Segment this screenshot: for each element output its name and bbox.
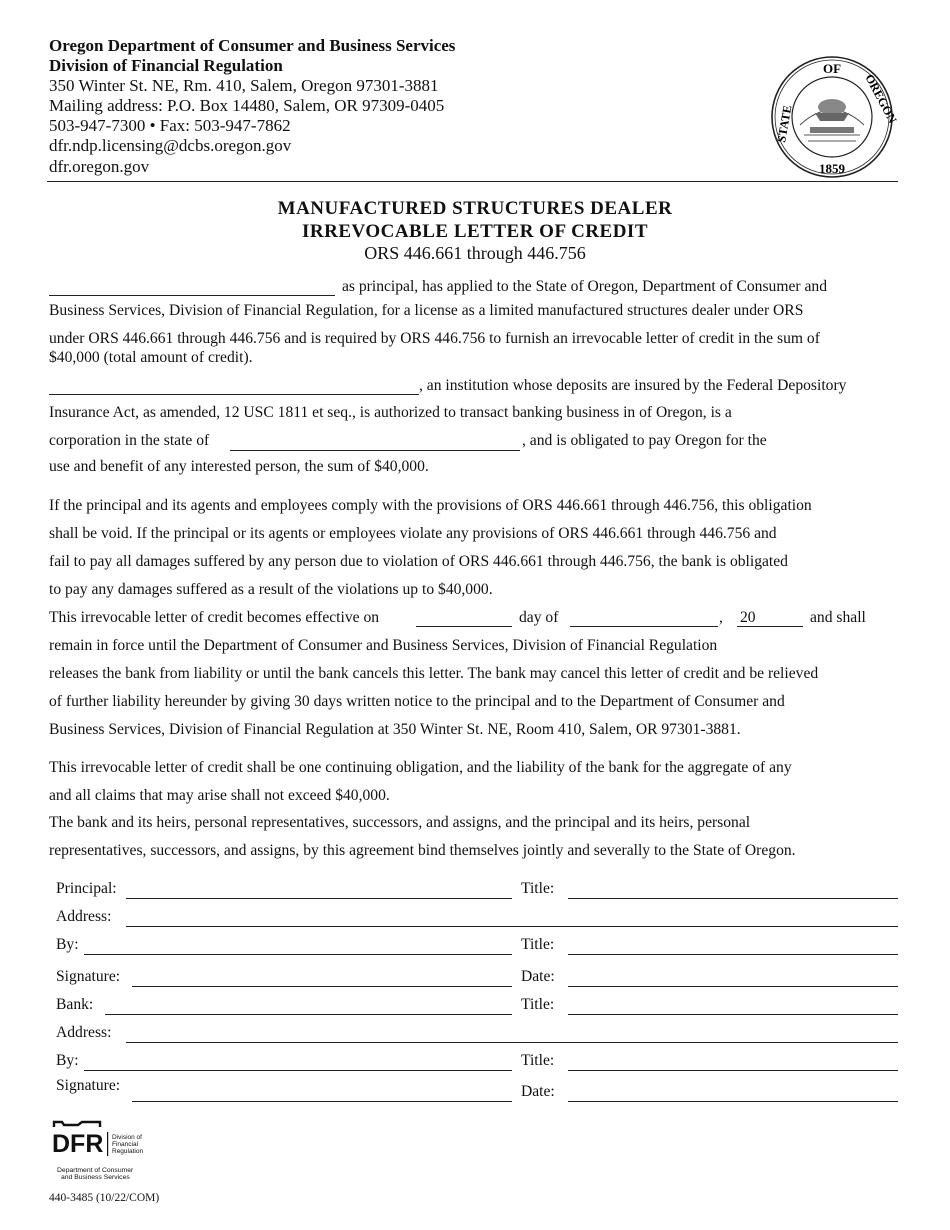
paragraph-6-line-2: representatives, successors, and assigns, by this agreement bind themselves jointly and severally to the State of Oregon. <box>49 842 796 859</box>
street-address: 350 Winter St. NE, Rm. 410, Salem, Oregon 97301-3881 <box>49 76 439 95</box>
agency-name: Oregon Department of Consumer and Business Services <box>49 36 456 55</box>
oregon-state-seal <box>770 55 900 179</box>
paragraph-3-line-4: to pay any damages suffered as a result of the violations up to $40,000. <box>49 581 493 598</box>
bank-date-field[interactable] <box>568 1101 898 1102</box>
principal-date-field[interactable] <box>568 986 898 987</box>
bank-signature-label: Signature: <box>56 1077 121 1094</box>
paragraph-6-line-1: The bank and its heirs, personal representatives, successors, and assigns, and the principal and its heirs, personal <box>49 814 751 831</box>
bank-address-label: Address: <box>56 1024 112 1041</box>
form-statute: ORS 446.661 through 446.756 <box>364 243 586 263</box>
form-title: MANUFACTURED STRUCTURES DEALER <box>277 198 673 219</box>
paragraph-1-line-3: under ORS 446.661 through 446.756 and is required by ORS 446.756 to furnish an irrevocable letter of credit in the sum of <box>49 330 820 347</box>
paragraph-1-line-4: $40,000 (total amount of credit). <box>49 349 253 366</box>
header-divider <box>47 181 898 182</box>
paragraph-5-line-2: and all claims that may arise shall not exceed $40,000. <box>49 787 390 804</box>
bank-by-title-field[interactable] <box>568 1070 898 1071</box>
principal-field[interactable] <box>126 898 512 899</box>
effective-year-blank[interactable] <box>737 626 803 627</box>
email-link[interactable]: dfr.ndp.licensing@dcbs.oregon.gov <box>49 136 292 155</box>
paragraph-2-line-3a: corporation in the state of <box>49 432 210 449</box>
effective-date-text: This irrevocable letter of credit becomes effective on <box>49 609 380 626</box>
principal-signature-label: Signature: <box>56 968 121 985</box>
principal-address-field[interactable] <box>126 926 898 927</box>
bank-title-field[interactable] <box>568 1014 898 1015</box>
dfr-logo <box>50 1120 160 1182</box>
paragraph-4-line-4: of further liability hereunder by giving 30 days written notice to the principal and to the Department of Consumer and <box>49 693 785 710</box>
seal-year-text: 1859 <box>819 161 845 176</box>
paragraph-2-line-1: , an institution whose deposits are insured by the Federal Depository <box>419 377 847 394</box>
paragraph-3-line-2: shall be void. If the principal or its agents or employees violate any provisions of ORS 446.661 through 446.756 and <box>49 525 777 542</box>
bank-name-blank[interactable] <box>49 394 419 395</box>
paragraph-1-line-1: as principal, has applied to the State of Oregon, Department of Consumer and <box>342 278 828 295</box>
principal-address-label: Address: <box>56 908 112 925</box>
seal-left-text: STATE <box>774 104 795 144</box>
bank-signature-field[interactable] <box>132 1101 512 1102</box>
division-name: Division of Financial Regulation <box>49 56 283 75</box>
logo-division-line-1: Division of <box>112 1134 142 1141</box>
principal-date-label: Date: <box>521 968 555 985</box>
logo-division-line-2: Financial <box>112 1141 139 1148</box>
principal-title-field[interactable] <box>568 898 898 899</box>
day-of-text: day of <box>519 609 559 626</box>
and-shall-text: and shall <box>810 609 866 626</box>
mailing-address: Mailing address: P.O. Box 14480, Salem, OR 97309-0405 <box>49 96 445 115</box>
effective-month-blank[interactable] <box>570 626 718 627</box>
paragraph-4-line-5: Business Services, Division of Financial Regulation at 350 Winter St. NE, Room 410, Salem, OR 97301-3881. <box>49 721 741 738</box>
paragraph-1-line-2: Business Services, Division of Financial Regulation, for a license as a limited manufactured structures dealer under ORS <box>49 302 804 319</box>
principal-name-blank[interactable] <box>49 295 335 296</box>
bank-by-field[interactable] <box>84 1070 512 1071</box>
incorporation-state-blank[interactable] <box>230 450 520 451</box>
bank-date-label: Date: <box>521 1083 555 1100</box>
year-prefix: 20 <box>740 609 756 626</box>
seal-right-text: OREGON <box>862 71 900 126</box>
logo-mark-text: DFR <box>52 1130 104 1158</box>
effective-day-blank[interactable] <box>416 626 512 627</box>
principal-by-title-field[interactable] <box>568 954 898 955</box>
principal-signature-field[interactable] <box>132 986 512 987</box>
principal-by-title-label: Title: <box>521 936 555 953</box>
logo-division-line-3: Regulation <box>112 1148 144 1155</box>
bank-by-label: By: <box>56 1052 79 1069</box>
bank-title-label: Title: <box>521 996 555 1013</box>
paragraph-4-line-2: remain in force until the Department of Consumer and Business Services, Division of Financial Regulation <box>49 637 718 654</box>
paragraph-4-line-3: releases the bank from liability or until the bank cancels this letter. The bank may cancel this letter of credit and be relieved <box>49 665 819 682</box>
principal-by-field[interactable] <box>84 954 512 955</box>
form-subtitle: IRREVOCABLE LETTER OF CREDIT <box>301 221 648 242</box>
paragraph-3-line-1: If the principal and its agents and employees comply with the provisions of ORS 446.661 through 446.756, this obligation <box>49 497 812 514</box>
paragraph-2-line-4: use and benefit of any interested person, the sum of $40,000. <box>49 458 429 475</box>
logo-department-line-1: Department of Consumer <box>57 1167 134 1174</box>
seal-top-text: OF <box>822 61 842 76</box>
paragraph-5-line-1: This irrevocable letter of credit shall be one continuing obligation, and the liability of the bank for the aggregate of any <box>49 759 792 776</box>
principal-label: Principal: <box>56 880 117 897</box>
principal-title-label: Title: <box>521 880 555 897</box>
phone-fax: 503-947-7300 • Fax: 503-947-7862 <box>49 116 291 135</box>
date-comma: , <box>719 609 723 626</box>
website-link[interactable]: dfr.oregon.gov <box>49 157 150 176</box>
paragraph-3-line-3: fail to pay all damages suffered by any person due to violation of ORS 446.661 through 446.756, the bank is obligated <box>49 553 788 570</box>
form-number: 440-3485 (10/22/COM) <box>49 1192 160 1204</box>
paragraph-2-line-3b: , and is obligated to pay Oregon for the <box>522 432 767 449</box>
bank-address-field[interactable] <box>126 1042 898 1043</box>
principal-by-label: By: <box>56 936 79 953</box>
paragraph-2-line-2: Insurance Act, as amended, 12 USC 1811 et seq., is authorized to transact banking business in of Oregon, is a <box>49 404 732 421</box>
logo-department-line-2: and Business Services <box>61 1174 130 1181</box>
bank-label: Bank: <box>56 996 94 1013</box>
bank-by-title-label: Title: <box>521 1052 555 1069</box>
bank-field[interactable] <box>105 1014 512 1015</box>
